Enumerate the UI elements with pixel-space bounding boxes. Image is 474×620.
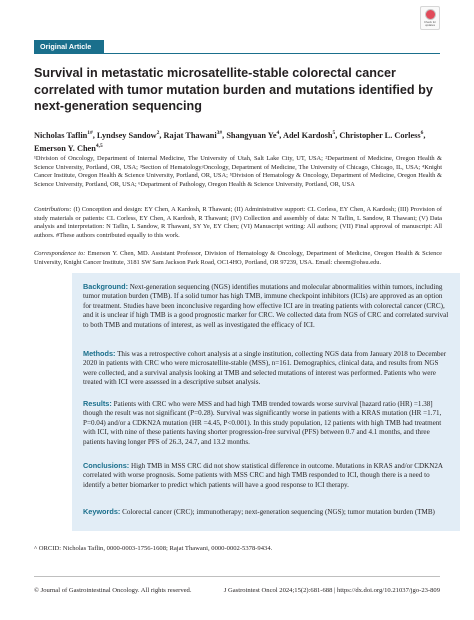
abstract-methods <box>83 349 449 388</box>
correspondence-text: Emerson Y. Chen, MD. Assistant Professor, Division of Hematology & Oncology, Department of Medicine, Oregon Health & Science University, Knight Cancer Institute, 3181 SW Sam Jackson Park Road, OC14HO, Portland, OR 97239, USA. Email: cheem@ohsu.edu. <box>34 250 443 266</box>
author-affil-sup: 2 <box>156 130 160 136</box>
author-sep: , <box>92 130 97 140</box>
abstract-methods-text: This was a retrospective cohort analysis at a single institution, collecting NGS data from January 2018 to December 2020 in patients with CRC who were microsatellite-stable (MSS), n=161. Demographics, clinical data, and results from NGS were collected, and a survival analysis looking at TMB and selected mutations of interest was performed. Patients who were treated with ICI were assessed in a descriptive subset analysis. <box>83 350 447 387</box>
abstract-conclusions <box>83 461 449 490</box>
affiliations: ¹Division of Oncology, Department of Internal Medicine, The University of Utah, Salt Lake City, UT, USA; ²Department of Medicine, Oregon Health & Science University, Portland, OR, USA; ³Section of Hematology/Oncology, Department of Medicine, The University of Chicago, Chicago, IL, USA; ⁴Knight Cancer Institute, Oregon Health & Science University, Portland, OR, USA; ⁵Division of Hematology & Oncology, Department of Medicine, Oregon Health & Science University, Portland, OR, USA; ⁶Department of Pathology, Oregon Health & Science University, Portland, OR, USA <box>34 155 442 188</box>
footer-rule <box>34 576 440 577</box>
author-name: Rajat Thawani <box>163 130 217 140</box>
crossmark-badge[interactable] <box>420 6 440 30</box>
orcid-note: ^ ORCID: Nicholas Taflin, 0000-0003-1756-1608; Rajat Thawani, 0000-0002-5378-9434. <box>34 545 273 552</box>
article-type-badge: Original Article <box>34 40 104 54</box>
contributions <box>34 206 442 240</box>
paper-title: Survival in metastatic microsatellite-stable colorectal cancer correlated with tumor mutation burden and mutations identified by next-generation sequencing <box>34 66 433 113</box>
author-affil-sup: 5 <box>332 130 336 136</box>
contributions-text: (I) Conception and design: EY Chen, A Kardosh, R Thawani; (II) Administrative support: CL Corless, EY Chen, A Kardosh; (III) Provision of study materials or patients: CL Corless, EY Chen, A Kardosh, R Thawani; (IV) Collection and assembly of data: N Taflin, L Sandow, R Thawani; (V) Data analysis and interpretation: N Taflin, L Sandow, R Thawani, SY Ye, EY Chen; (VI) Manuscript writing: All authors; (VII) Final approval of manuscript: All authors. <box>34 206 442 239</box>
author-affil-sup: 6 <box>420 130 424 136</box>
author-sep: , <box>423 130 426 140</box>
footer-citation[interactable]: J Gastrointest Oncol 2024;15(2):681-688 | https://dx.doi.org/10.21037/jgo-23-809 <box>223 587 440 594</box>
author-list <box>34 128 446 154</box>
abstract-conclusions-heading: Conclusions: <box>83 461 130 470</box>
author-name: Lyndsey Sandow <box>96 130 157 140</box>
author-affil-sup: 4,5 <box>95 142 103 149</box>
header-rule <box>104 53 440 54</box>
correspondence <box>34 250 442 267</box>
author-name: Adel Kardosh <box>282 130 333 140</box>
abstract-results-heading: Results: <box>83 399 112 408</box>
crossmark-label: Check for updates <box>424 20 436 27</box>
author-affil-sup: 1# <box>87 130 93 136</box>
correspondence-label: Correspondence to: <box>34 250 86 257</box>
keywords-heading: Keywords: <box>83 507 121 516</box>
abstract-background-heading: Background: <box>83 282 128 291</box>
contributions-label: Contributions: <box>34 206 72 213</box>
author-name: Nicholas Taflin <box>34 130 88 140</box>
abstract-results-text: Patients with CRC who were MSS and had high TMB trended towards worse survival [hazard ratio (HR) =1.38] though the result was not significant (P=0.28). Survival was significantly worse in patients with a KRAS mutation (HR =1.71, P=0.04) and/or a CDKN2A mutation (HR =4.45, P<0.001). In this study population, 12 patients with high TMB had treatment with ICI, with nine of these patients having shorter progression-free survival (PFS) between 0.7 and 4.1 months, and three patients having longer PFS of 26.3, 24.7, and 13.2 months. <box>83 400 442 446</box>
author-sep: , <box>222 130 227 140</box>
author-name: Christopher L. Corless <box>339 130 421 140</box>
abstract-background-text: Next-generation sequencing (NGS) identifies mutations and molecular abnormalities within tumors, including tumor mutation burden (TMB). If a solid tumor has high TMB, immune checkpoint inhibitors (ICIs) are approved as an option for treatment. Studies have been inconclusive regarding how effective ICI are in treating patients with colorectal cancer (CRC), and it is unclear if high TMB is a good prognostic marker for CRC. We collected data from NGS of CRC and correlated survival to both TMB and mutations of interest, as well as investigated the efficacy of ICI. <box>83 283 449 329</box>
author-name: Emerson Y. Chen <box>34 143 96 153</box>
abstract-conclusions-text: High TMB in MSS CRC did not show statistical difference in outcome. Mutations in KRAS and/or CDKN2A correlated with worse prognosis. Some patients with MSS CRC and high TMB responded to ICI, though there is a need to identify a better biomarker to predict which patients will have a good response to ICI therapy. <box>83 462 443 489</box>
author-affil-sup: 4 <box>276 130 280 136</box>
abstract-box <box>72 273 460 531</box>
keywords-text: Colorectal cancer (CRC); immunotherapy; next-generation sequencing (NGS); tumor mutation burden (TMB) <box>120 508 435 516</box>
author-sep: , <box>335 130 340 140</box>
author-affil-sup: 3# <box>216 130 223 136</box>
abstract-methods-heading: Methods: <box>83 349 116 358</box>
footer-copyright: © Journal of Gastrointestinal Oncology. All rights reserved. <box>34 587 192 594</box>
abstract-background <box>83 282 449 330</box>
abstract-results <box>83 399 449 447</box>
author-name: Shangyuan Ye <box>226 130 277 140</box>
keywords <box>83 507 449 517</box>
author-sep: , <box>279 130 283 140</box>
author-sep: , <box>159 130 164 140</box>
crossmark-icon <box>425 9 436 20</box>
equal-contribution-note: #These authors contributed equally to this work. <box>56 231 180 239</box>
